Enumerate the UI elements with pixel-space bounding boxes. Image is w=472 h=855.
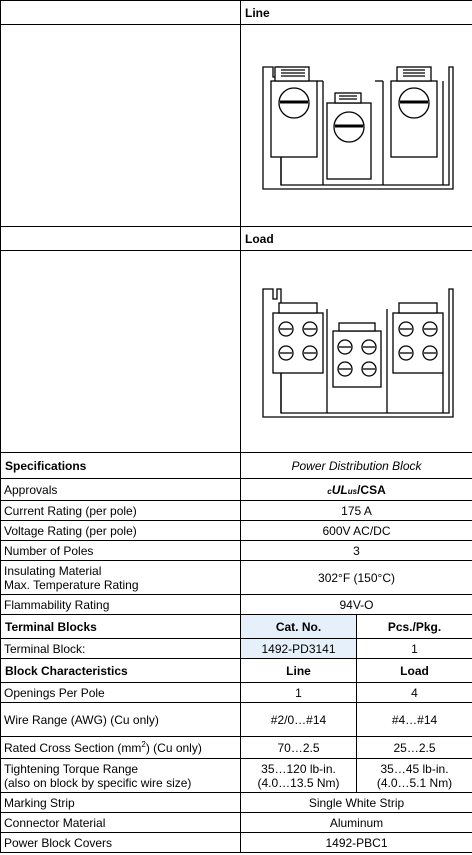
char-label: Wire Range (AWG) (Cu only) [1, 703, 241, 737]
block-characteristics-header-row [1, 659, 472, 683]
char-value: Aluminum [241, 813, 472, 833]
spec-value: 175 A [241, 501, 472, 521]
line-title: Line [241, 1, 472, 25]
spec-value: 3 [241, 541, 472, 561]
spec-label: Voltage Rating (per pole) [1, 521, 241, 541]
spec-row [1, 595, 472, 615]
spec-row [1, 561, 472, 595]
pcs-pkg-header: Pcs./Pkg. [357, 615, 472, 639]
spec-row-approvals [1, 479, 472, 501]
pcs-value: 1 [357, 639, 472, 659]
specifications-subtitle: Power Distribution Block [241, 453, 472, 479]
load-header-row [1, 227, 472, 251]
char-row [1, 793, 472, 813]
char-value: Single White Strip [241, 793, 472, 813]
char-row [1, 703, 472, 737]
char-load-value: 25…2.5 [357, 737, 472, 759]
char-label: Rated Cross Section $(mm^2)$ (Cu only) [1, 737, 241, 759]
load-title: Load [241, 227, 472, 251]
char-load-value: 35…45 lb-in. (4.0…5.1 Nm) [357, 759, 472, 793]
char-label: Power Block Covers [1, 833, 241, 853]
spec-row [1, 501, 472, 521]
char-line-value: 35…120 lb-in. (4.0…13.5 Nm) [241, 759, 357, 793]
spec-value: 600V AC/DC [241, 521, 472, 541]
load-terminal-block-icon [259, 285, 455, 419]
spec-value: 302°F (150°C) [241, 561, 472, 595]
char-value: 1492-PBC1 [241, 833, 472, 853]
spec-label: Number of Poles [1, 541, 241, 561]
load-block-drawing [241, 251, 472, 453]
line-block-drawing [241, 25, 472, 227]
char-load-value: 4 [357, 683, 472, 703]
spec-value: cULus/CSA [241, 479, 472, 501]
char-row [1, 737, 472, 759]
char-load-value: #4…#14 [357, 703, 472, 737]
spec-value: 94V-O [241, 595, 472, 615]
terminal-block-row [1, 639, 472, 659]
char-row [1, 813, 472, 833]
char-line-value: 1 [241, 683, 357, 703]
spec-label: Insulating Material Max. Temperature Rating [1, 561, 241, 595]
terminal-blocks-header-row [1, 615, 472, 639]
char-label: Openings Per Pole [1, 683, 241, 703]
terminal-block-label: Terminal Block: [1, 639, 241, 659]
char-label: Tightening Torque Range (also on block by specific wire size) [1, 759, 241, 793]
cat-no-header: Cat. No. [241, 615, 357, 639]
char-label: Marking Strip [1, 793, 241, 813]
cat-no-value: 1492-PD3141 [241, 639, 357, 659]
specifications-title: Specifications [1, 453, 241, 479]
load-column-header: Load [357, 659, 472, 683]
line-image-row [1, 25, 472, 227]
ul-mark-icon: cULus [327, 482, 358, 497]
line-header-row [1, 1, 472, 25]
spec-label: Approvals [1, 479, 241, 501]
line-terminal-block-icon [259, 61, 455, 191]
block-characteristics-title: Block Characteristics [1, 659, 241, 683]
char-row [1, 759, 472, 793]
char-line-value: 70…2.5 [241, 737, 357, 759]
terminal-blocks-title: Terminal Blocks [1, 615, 241, 639]
char-row [1, 683, 472, 703]
spec-row [1, 521, 472, 541]
char-label: Connector Material [1, 813, 241, 833]
char-line-value: #2/0…#14 [241, 703, 357, 737]
specifications-header-row [1, 453, 472, 479]
line-column-header: Line [241, 659, 357, 683]
load-image-row [1, 251, 472, 453]
spec-row [1, 541, 472, 561]
spec-label: Current Rating (per pole) [1, 501, 241, 521]
char-row [1, 833, 472, 853]
spec-label: Flammability Rating [1, 595, 241, 615]
